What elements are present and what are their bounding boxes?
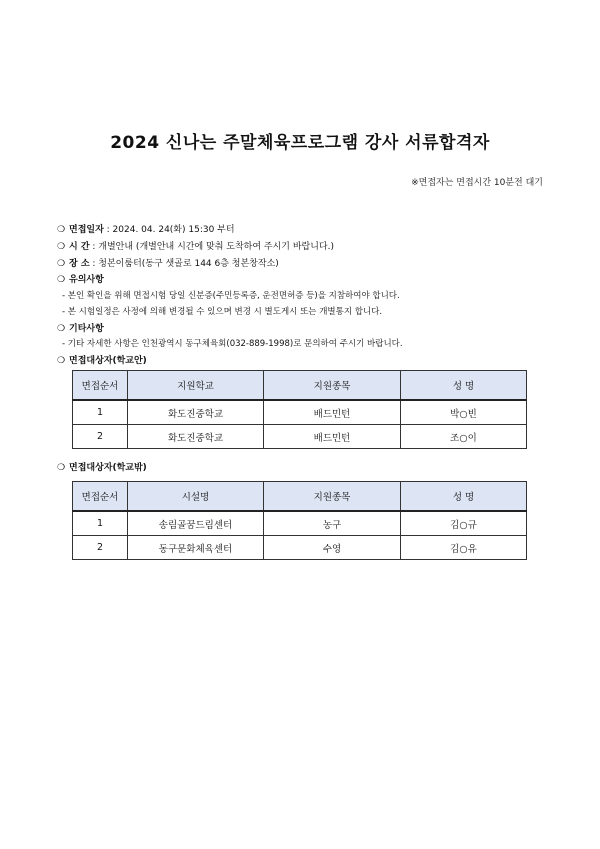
cell-school: 화도진중학교 (128, 400, 264, 425)
circle-bullet-icon: ❍ (57, 242, 66, 252)
interview-time-line: ❍ 시 간 : 개별안내 (개별안내 시간에 맞춰 도착하여 주시기 바랍니다.) (57, 242, 335, 252)
table-header-row (73, 371, 527, 401)
circle-bullet-icon: ❍ (57, 356, 66, 366)
col-header-sport: 지원종목 (264, 482, 401, 512)
interview-place-value: 청본이룸터(동구 샛골로 144 6층 청본창작소) (98, 259, 279, 269)
table-row (73, 400, 527, 425)
cell-name: 김○유 (401, 536, 527, 560)
table-row (73, 536, 527, 560)
caution-item: - 본인 확인을 위해 면접시험 당일 신분증(주민등록증, 운전면허증 등)을 지참하여야 합니다. (62, 291, 400, 301)
cell-sport: 농구 (264, 511, 401, 536)
interview-place-line: ❍ 장 소 : 청본이룸터(동구 샛골로 144 6층 청본창작소) (57, 259, 279, 269)
interview-note: ※면접자는 면접시간 10분전 대기 (411, 178, 543, 188)
cell-sport: 수영 (264, 536, 401, 560)
col-header-sport: 지원종목 (264, 371, 401, 401)
school-in-table (72, 370, 527, 449)
cell-order: 1 (73, 511, 128, 536)
col-header-facility: 시설명 (128, 482, 264, 512)
cell-order: 2 (73, 536, 128, 560)
col-header-name: 성 명 (401, 371, 527, 401)
circle-bullet-icon: ❍ (57, 225, 66, 235)
cell-school: 화도진중학교 (128, 425, 264, 449)
circle-bullet-icon: ❍ (57, 259, 66, 269)
interview-date-value: 2024. 04. 24(화) 15:30 부터 (112, 225, 235, 235)
table-row (73, 425, 527, 449)
col-header-school: 지원학교 (128, 371, 264, 401)
cell-sport: 배드민턴 (264, 400, 401, 425)
table-row (73, 511, 527, 536)
cell-name: 박○빈 (401, 400, 527, 425)
cell-facility: 송림골꿈드림센터 (128, 511, 264, 536)
col-header-order: 면접순서 (73, 482, 128, 512)
etc-heading: ❍ 기타사항 (57, 324, 104, 334)
cell-name: 김○규 (401, 511, 527, 536)
circle-bullet-icon: ❍ (57, 324, 66, 334)
caution-item: - 본 시험일정은 사정에 의해 변경될 수 있으며 변경 시 별도게시 또는 개별통지 합니다. (62, 307, 383, 317)
interview-time-label: 시 간 (69, 242, 90, 252)
cell-name: 조○이 (401, 425, 527, 449)
school-out-table (72, 481, 527, 560)
interview-place-label: 장 소 (69, 259, 90, 269)
school-in-heading: ❍ 면접대상자(학교안) (57, 356, 147, 366)
cell-facility: 동구문화체육센터 (128, 536, 264, 560)
interview-date-label: 면접일자 (69, 225, 104, 235)
circle-bullet-icon: ❍ (57, 275, 66, 285)
col-header-name: 성 명 (401, 482, 527, 512)
interview-time-value: 개별안내 (개별안내 시간에 맞춰 도착하여 주시기 바랍니다.) (98, 242, 335, 252)
interview-date-line: ❍ 면접일자 : 2024. 04. 24(화) 15:30 부터 (57, 225, 235, 235)
table-header-row (73, 482, 527, 512)
cell-sport: 배드민턴 (264, 425, 401, 449)
etc-item: - 기타 자세한 사항은 인천광역시 동구체육회(032-889-1998)로 문의하여 주시기 바랍니다. (62, 339, 403, 349)
circle-bullet-icon: ❍ (57, 463, 66, 473)
school-out-heading: ❍ 면접대상자(학교밖) (57, 463, 147, 473)
cell-order: 1 (73, 400, 128, 425)
page-title: 2024 신나는 주말체육프로그램 강사 서류합격자 (110, 133, 490, 153)
col-header-order: 면접순서 (73, 371, 128, 401)
cell-order: 2 (73, 425, 128, 449)
caution-heading: ❍ 유의사항 (57, 275, 104, 285)
